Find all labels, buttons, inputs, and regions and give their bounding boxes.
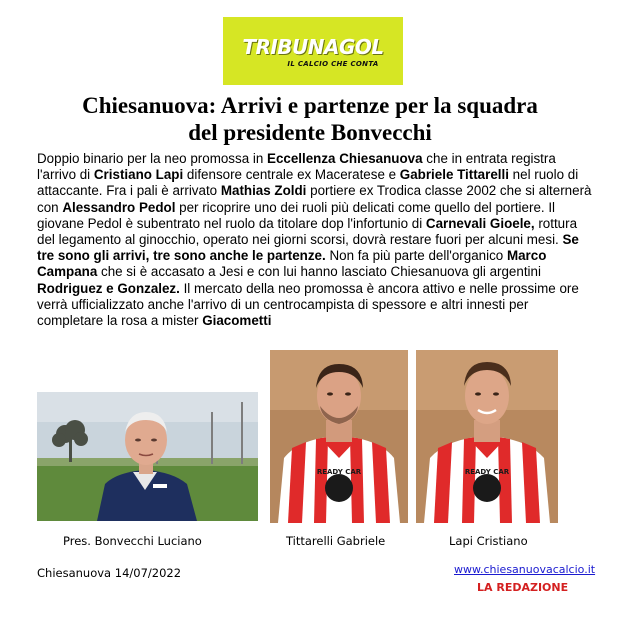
svg-text:READY CAR: READY CAR xyxy=(316,468,362,476)
body-text-run: per ricoprire uno dei ruoli più delicati come quello del portiere. Il giovane Pedol è subentrato nel ruolo da titolare dop l'infortunio di xyxy=(37,199,556,231)
photo-tittarelli xyxy=(270,350,408,523)
body-bold-run: Rodriguez e Gonzalez. xyxy=(37,280,180,296)
body-bold-run: Mathias Zoldi xyxy=(220,183,307,199)
body-text-run: Non fa più parte dell'organico xyxy=(325,248,507,264)
body-text-run: difensore centrale ex Maceratese e xyxy=(183,167,400,183)
body-bold-run: Gabriele Tittarelli xyxy=(399,167,509,183)
body-bold-run: Giacometti xyxy=(202,313,272,329)
body-text-run: rottura del legamento al ginocchio, operato nei giorni scorsi, dovrà restare fuori per alcuni mesi. xyxy=(37,215,578,248)
redazione-signature: LA REDAZIONE xyxy=(477,581,569,594)
body-text-run: portiere ex Trodica classe 2002 che si alternerà con xyxy=(37,183,592,215)
body-bold-run: Cristiano Lapi xyxy=(93,167,184,183)
caption-lapi: Lapi Cristiano xyxy=(449,534,528,548)
body-text-run: che in entrata registra l'arrivo di xyxy=(37,151,556,183)
logo-tagline: IL CALCIO CHE CONTA xyxy=(287,59,379,68)
body-text-run: nel ruolo di attaccante. Fra i pali è arrivato xyxy=(37,167,579,199)
president-photo-image xyxy=(37,392,258,521)
tittarelli-photo-image xyxy=(270,350,408,523)
body-text-run: Il mercato della neo promossa è ancora attivo e nelle prossime ore verrà ufficializzato anche l'arrivo di un centrocampista di spessore e altri innesti per completare la rosa a mister xyxy=(37,280,579,329)
svg-text:READY CAR: READY CAR xyxy=(464,468,510,476)
website-link[interactable]: www.chiesanuovacalcio.it xyxy=(454,563,596,576)
photo-president xyxy=(37,392,258,521)
logo-wordmark: TRIBUNAGOL xyxy=(242,34,384,59)
lapi-photo-image xyxy=(416,350,558,523)
body-bold-run: Se tre sono gli arrivi, tre sono anche le partenze. xyxy=(37,232,579,264)
caption-president: Pres. Bonvecchi Luciano xyxy=(63,534,202,548)
body-text-run: Doppio binario per la neo promossa in xyxy=(37,151,268,166)
body-text-run: che si è accasato a Jesi e con lui hanno lasciato Chiesanuova gli argentini xyxy=(97,264,541,280)
photo-lapi xyxy=(416,350,558,523)
caption-tittarelli: Tittarelli Gabriele xyxy=(286,534,386,548)
article-body xyxy=(37,151,597,329)
body-bold-run: Marco Campana xyxy=(37,248,547,280)
body-bold-run: Alessandro Pedol xyxy=(62,199,176,215)
body-bold-run: Eccellenza Chiesanuova xyxy=(267,151,423,166)
article-title-line1: Chiesanuova: Arrivi e partenze per la squadra xyxy=(82,93,538,118)
article-date: Chiesanuova 14/07/2022 xyxy=(37,566,182,580)
tribunagol-logo xyxy=(223,17,403,85)
article-title-line2: del presidente Bonvecchi xyxy=(188,120,432,145)
article-title xyxy=(30,92,590,146)
body-bold-run: Carnevali Gioele, xyxy=(425,215,535,231)
